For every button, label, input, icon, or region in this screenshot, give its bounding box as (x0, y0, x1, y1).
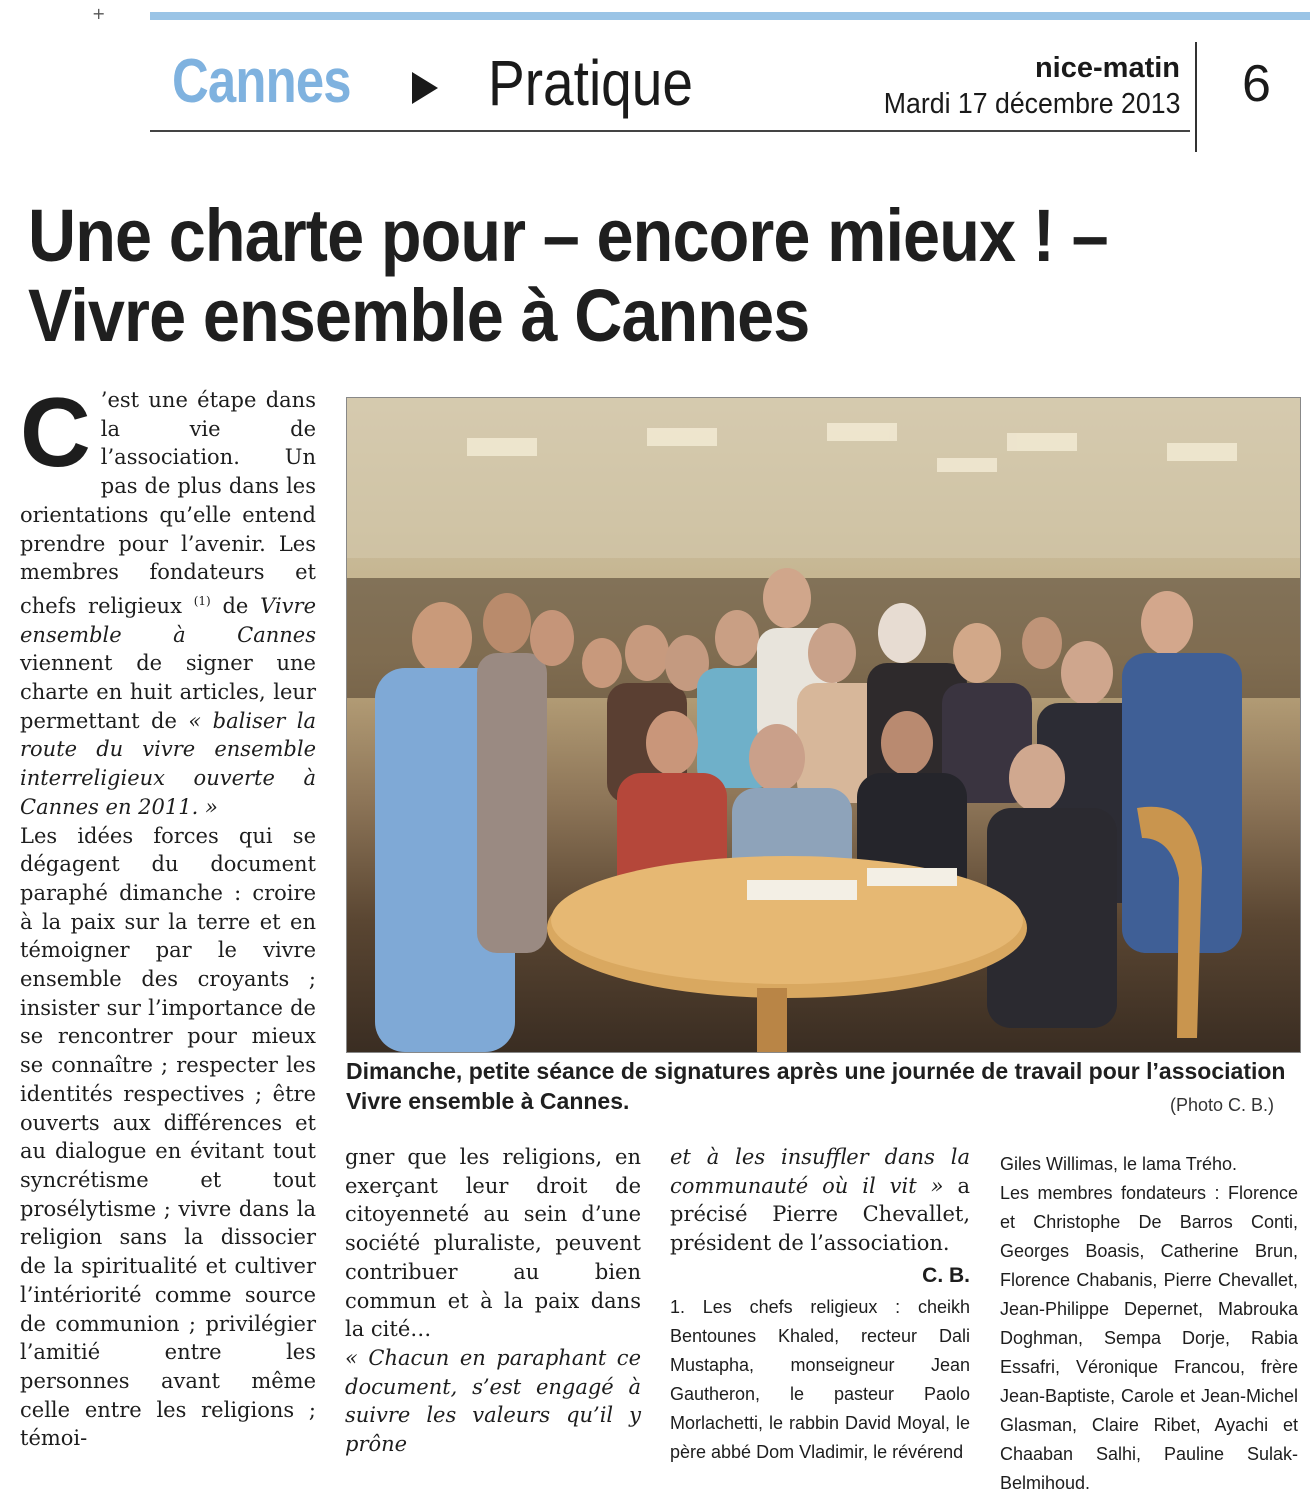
group-photo-illustration (347, 398, 1300, 1052)
page-number: 6 (1242, 55, 1271, 113)
headline (28, 196, 1189, 356)
header-color-bar (150, 12, 1310, 20)
footnote-marker: (1) (193, 593, 211, 608)
photo-credit: (Photo C. B.) (1170, 1095, 1275, 1115)
footnote-continued: Giles Willimas, le lama Trého. (1000, 1154, 1238, 1174)
header-rule (150, 130, 1190, 132)
header-divider (1195, 42, 1197, 152)
newspaper-name: nice-matin (1034, 52, 1180, 84)
quote-text: et à les insuffler dans la communauté où il vit » (670, 1145, 970, 1198)
charter-quote: « baliser la route du vivre ensemble interreligieux ouverte à Cannes en 2011. » (20, 708, 316, 819)
article-photo (346, 397, 1301, 1053)
article-column-3 (670, 1143, 970, 1467)
author-signature: C. B. (922, 1263, 970, 1287)
publication-date: Mardi 17 décembre 2013 (883, 88, 1180, 120)
paragraph-text: viennent de signer une charte en huit articles, leur permettant de (20, 651, 316, 733)
section-label: Cannes (172, 47, 351, 116)
page-header (150, 12, 1310, 132)
association-name: Vivre ensemble à Cannes (20, 593, 316, 647)
article-column-1 (20, 377, 316, 1453)
headline-line-2: Vivre ensemble à Cannes (28, 274, 810, 357)
president-quote-end (670, 1143, 970, 1258)
quote-text: « Chacun en paraphant ce document, s’est engagé à suivre les valeurs qu’il y prône (345, 1345, 641, 1457)
drop-cap: C (20, 377, 91, 487)
photo-caption: Dimanche, petite séance de signatures après une journée de travail pour l’association Vivre ensemble à Cannes. (346, 1058, 1286, 1114)
article-column-4 (1000, 1150, 1298, 1498)
footnote: 1. Les chefs religieux : cheikh Bentounes Khaled, recteur Dali Mustapha, monseigneur Jean Gautheron, le pasteur Paolo Morlachetti, le rabbin David Moyal, le père abbé Dom Vladimir, le révérend (670, 1296, 970, 1462)
article-column-2 (345, 1143, 641, 1459)
attribution-text: a précisé Pierre Chevallet, président de l’association. (670, 1173, 970, 1256)
paragraph-text: de (210, 593, 261, 618)
play-arrow-icon (412, 72, 438, 104)
crop-mark: + (92, 4, 106, 23)
paragraph-text: ’est une étape dans la vie de l’association. Un pas de plus dans les orientations qu’elle entend prendre pour l’avenir. Les membres fondateurs et chefs religieux (20, 388, 316, 618)
subsection-label: Pratique (488, 47, 694, 119)
article-paragraph-3: gner que les religions, en exerçant leur droit de citoyenneté au sein d’une société pluraliste, peuvent contribuer au bien commun et à la paix dans la cité… (345, 1145, 641, 1342)
founding-members: Les membres fondateurs : Florence et Christophe De Barros Conti, Georges Boasis, Catherine Brun, Florence Chabanis, Pierre Chevallet, Jean-Philippe Depernet, Mabrouka Doghman, Sempa Dorje, Rabia Essafri, Véronique Francou, frère Jean-Baptiste, Carole et Jean-Michel Glasman, Claire Ribet, Ayachi et Chaaban Salhi, Pauline Sulak-Belmihoud. (1000, 1183, 1298, 1493)
article-paragraph-2: Les idées forces qui se dégagent du document paraphé dimanche : croire à la paix sur la terre et en témoigner par le vivre ensemble des croyants ; insister sur l’importance de se rencontrer pour mieux se connaître ; respecter les identités respectives ; être ouverts aux différences et au dialogue en évitant tout syncrétisme et tout prosélytisme ; vivre dans la religion sans la dissocier de la spiritualité et cultiver l’intériorité comme source de communion ; privilégier l’amitié entre les personnes avant même celle entre les religions ; témoi- (20, 823, 316, 1451)
president-quote-start (345, 1344, 641, 1459)
headline-line-1: Une charte pour – encore mieux ! – (28, 194, 1108, 277)
